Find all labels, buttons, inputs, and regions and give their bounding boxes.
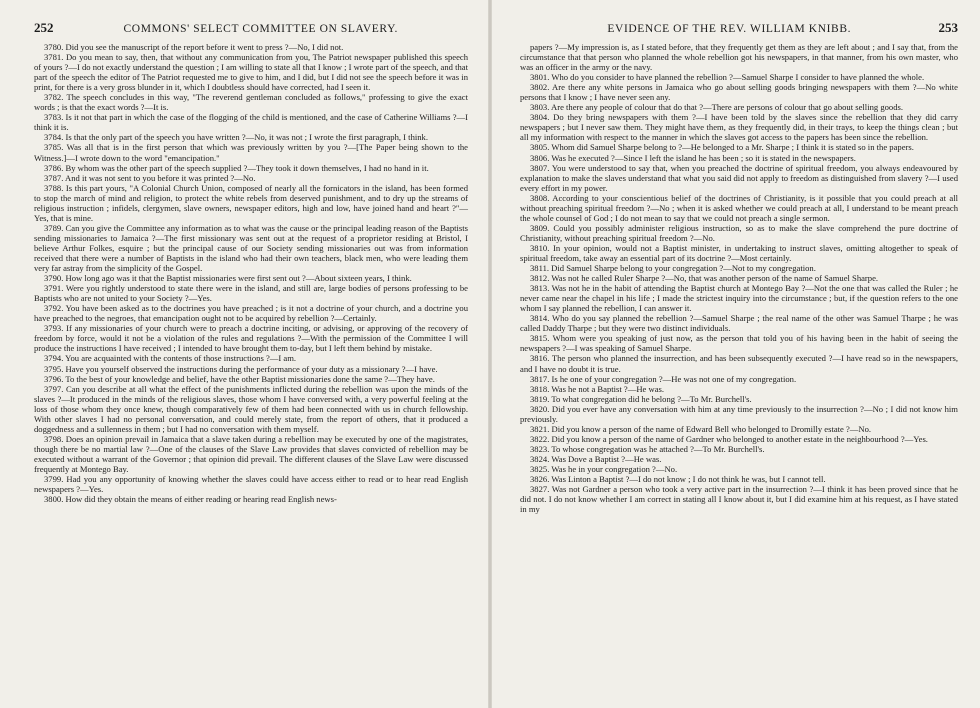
evidence-paragraph: 3817. Is he one of your congregation ?—He was not one of my congregation. [530,373,797,384]
page-number-right: 253 [938,20,958,35]
right-page [490,0,980,708]
running-title-right: EVIDENCE OF THE REV. WILLIAM KNIBB. [607,23,852,35]
evidence-paragraph: 3804. Do they bring newspapers with them ?—I have been told by the slaves since the rebellion that they did carry newspapers ; but I never saw them. They might have them, as they frequently did, in their trays, to keep the things clean ; but all my information with respect to the manner in which the slaves got access to the papers has been since the rebellion. [520,112,958,143]
evidence-paragraph: 3809. Could you possibly administer religious instruction, so as to make the slave comprehend the pure doctrine of Christianity, without preaching spiritual freedom ?—No. [520,222,958,243]
evidence-paragraph: 3789. Can you give the Committee any information as to what was the cause or the principal leading reason of the Baptists sending missionaries to Jamaica ?—The first missionary was sent out at the request of a proprietor residing at Bristol, I believe Arthur Folkes, esquire ; but the principal cause of our Society sending missionaries out was from information received that there were a number of Baptists in the island who had their own teachers, black men, who were leading them very far astray from the simplicity of the Gospel. [34,222,468,274]
evidence-paragraph: 3818. Was he not a Baptist ?—He was. [530,383,664,394]
evidence-paragraph: 3785. Was all that is in the first person that which was previously written by you ?—[The Paper being shown to the Witness.]—I wrote down to the word "emancipation." [34,142,468,163]
running-head-right [520,20,958,42]
evidence-paragraph: 3795. Have you yourself observed the instructions during the performance of your duty as a missionary ?—I have. [44,363,438,374]
evidence-paragraph: 3784. Is that the only part of the speech you have written ?—No, it was not ; I wrote the first paragraph, I think. [44,132,428,143]
right-body-text [520,42,958,514]
evidence-paragraph: 3822. Did you know a person of the name of Gardner who belonged to another estate in the neighbourhood ?—Yes. [530,433,928,444]
evidence-paragraph: 3820. Did you ever have any conversation with him at any time previously to the insurrection ?—No ; I did not know him previously. [520,403,958,424]
evidence-paragraph: 3827. Was not Gardner a person who took a very active part in the insurrection ?—I think it has been proved since that he did not. I do not know whether I am correct in stating all I know about it, but I did examine him at his request, as I have stated in my [520,484,958,515]
evidence-paragraph: 3825. Was he in your congregation ?—No. [530,463,678,474]
evidence-paragraph: 3810. In your opinion, would not a Baptist minister, in undertaking to instruct slaves, omitting altogether to speak of spiritual freedom, take away an essential part of its doctrine ?—Most certainly. [520,242,958,263]
evidence-paragraph: 3805. Whom did Samuel Sharpe belong to ?—He belonged to a Mr. Sharpe ; I think it is stated so in the papers. [530,142,914,153]
evidence-paragraph: 3799. Had you any opportunity of knowing whether the slaves could have access either to read or to hear read English newspapers ?—Yes. [34,474,468,495]
evidence-paragraph: 3780. Did you see the manuscript of the report before it went to press ?—No, I did not. [44,42,344,52]
evidence-paragraph: 3803. Are there any people of colour that do that ?—There are persons of colour that go about selling goods. [530,102,904,113]
evidence-paragraph: 3824. Was Dove a Baptist ?—He was. [530,453,662,464]
evidence-paragraph: 3798. Does an opinion prevail in Jamaica that a slave taken during a rebellion may be executed by one of the magistrates, though there be no martial law ?—One of the clauses of the Slave Law provides that slaves convicted of rebellion may be executed without a warrant of the Governor ; that opinion did prevail. The different clauses of the Slave Law were discussed frequently at Montego Bay. [34,433,468,474]
evidence-paragraph: 3813. Was not he in the habit of attending the Baptist church at Montego Bay ?—Not the one that was called the Ruler ; he never came near the chapel in his life ; I made the strictest inquiry into the circumstance ; but, if the question refers to the one whom I say planned the rebellion, I can answer it. [520,283,958,314]
evidence-paragraph: 3821. Did you know a person of the name of Edward Bell who belonged to Dromilly estate ?—No. [530,423,872,434]
evidence-paragraph: 3819. To what congregation did he belong ?—To Mr. Burchell's. [530,393,752,404]
evidence-paragraph: 3787. And it was not sent to you before it was printed ?—No. [44,172,256,183]
evidence-paragraph: 3792. You have been asked as to the doctrines you have preached ; is it not a doctrine of your church, and a doctrine you have preached to the negroes, that emancipation ought not to be acquired by rebellion ?—Certainly. [34,303,468,324]
evidence-paragraph: 3797. Can you describe at all what the effect of the punishments inflicted during the rebellion was upon the minds of the slaves ?—It produced in the minds of the religious slaves, those whom I have conversed with, a very powerful feeling at the loss of those whom they once knew, though comparatively few of them had been connected with us in church fellowship. With other slaves I had no personal conversation, and could merely state, from the report of others, that it produced a doggedness and a sullenness in them ; but I had no conversation with them myself. [34,383,468,434]
evidence-paragraph: 3794. You are acquainted with the contents of those instructions ?—I am. [44,353,297,364]
evidence-paragraph: 3801. Who do you consider to have planned the rebellion ?—Samuel Sharpe I consider to have planned the whole. [530,72,925,83]
evidence-paragraph: 3808. According to your conscientious belief of the doctrines of Christianity, is it possible that you could preach at all without preaching spiritual freedom ?—No ; when it is asked whether we could preach at all, I understand to be meant preach the whole counsel of God ; I do not mean to say that we could not preach a single sermon. [520,192,958,223]
evidence-paragraph: 3783. Is it not that part in which the case of the flogging of the child is mentioned, and the case of Catherine Williams ?—I think it is. [34,112,468,133]
evidence-paragraph: 3814. Who do you say planned the rebellion ?—Samuel Sharpe ; the real name of the other was Samuel Tharpe ; he was called Daddy Tharpe ; but they were two distinct individuals. [520,313,958,334]
evidence-paragraph: 3800. How did they obtain the means of either reading or hearing read English news- [44,494,337,505]
evidence-paragraph: 3823. To whose congregation was he attached ?—To Mr. Burchell's. [530,443,765,454]
evidence-paragraph: 3796. To the best of your knowledge and belief, have the other Baptist missionaries done the same ?—They have. [44,373,435,384]
evidence-paragraph: 3815. Whom were you speaking of just now, as the person that told you of his having been in the habit of seeing the newspapers ?—I was speaking of Samuel Sharpe. [520,333,958,354]
evidence-paragraph: 3806. Was he executed ?—Since I left the island he has been ; so it is stated in the newspapers. [530,152,856,163]
evidence-paragraph: 3802. Are there any white persons in Jamaica who go about selling goods bringing newspapers with them ?—No white persons that I know ; I have never seen any. [520,82,958,103]
left-body-text [34,42,468,504]
running-title-left: COMMONS' SELECT COMMITTEE ON SLAVERY. [123,23,398,35]
evidence-paragraph: 3786. By whom was the other part of the speech supplied ?—They took it down themselves, I had no hand in it. [44,162,429,173]
evidence-paragraph: 3812. Was not he called Ruler Sharpe ?—No, that was another person of the name of Samuel Sharpe. [530,273,879,284]
evidence-paragraph: 3811. Did Samuel Sharpe belong to your congregation ?—Not to my congregation. [530,263,816,274]
evidence-paragraph: 3790. How long ago was it that the Baptist missionaries were first sent out ?—About sixteen years, I think. [44,273,412,284]
running-head-left [34,20,468,42]
evidence-paragraph: 3826. Was Linton a Baptist ?—I do not know ; I do not think he was, but I cannot tell. [530,474,826,485]
evidence-paragraph: 3788. Is this part yours, "A Colonial Church Union, composed of nearly all the fornicators in the island, has been formed to stop the march of mind and religion, to protect the white rebels from deserved punishment, and to dry up the streams of religious instruction ; infidels, clergymen, slave owners, newspaper editors, high and low, have joined hand and heart ?"—Yes, that is mine. [34,182,468,223]
evidence-paragraph: 3791. Were you rightly understood to state there were in the island, and still are, large bodies of persons professing to be Baptists who are not united to your Society ?—Yes. [34,283,468,304]
evidence-paragraph: papers ?—My impression is, as I stated before, that they frequently get them as they are left about ; and I say that, from the circumstance that that person who planned the whole rebellion got his newspapers, in that manner, from his own master, who was an officer in the army or the navy. [520,42,958,73]
evidence-paragraph: 3807. You were understood to say that, when you preached the doctrine of spiritual freedom, you always endeavoured by explanation to make the slaves understand that what you said did not apply to freedom as distinguished from slavery ?—I used every effort in my power. [520,162,958,193]
page-number-left: 252 [34,20,54,35]
evidence-paragraph: 3781. Do you mean to say, then, that without any communication from you, The Patriot newspaper published this speech of yours ?—I do not exactly understand the question ; I am willing to state all that I know ; I wrote part of the speech, and that part of the speech the editor of The Patriot requested me to give to him, and I did, but I did not see the speech before it was in print, for there is a very gross blunder in it, which I doubtless should have corrected, had I seen it. [34,52,468,93]
evidence-paragraph: 3816. The person who planned the insurrection, and has been subsequently executed ?—I have read so in the newspapers, and I have no doubt it is true. [520,353,958,374]
evidence-paragraph: 3782. The speech concludes in this way, "The reverend gentleman concluded as follows," professing to give the exact words ; is that the exact words ?—It is. [34,92,468,113]
evidence-paragraph: 3793. If any missionaries of your church were to preach a doctrine inciting, or advising, or approving of the recovery of freedom by force, would it not be a violation of the rules and regulations ?—With the permission of the Committee I will produce the instructions I have received ; I intended to have brought them to-day, but I left them behind by mistake. [34,323,468,354]
